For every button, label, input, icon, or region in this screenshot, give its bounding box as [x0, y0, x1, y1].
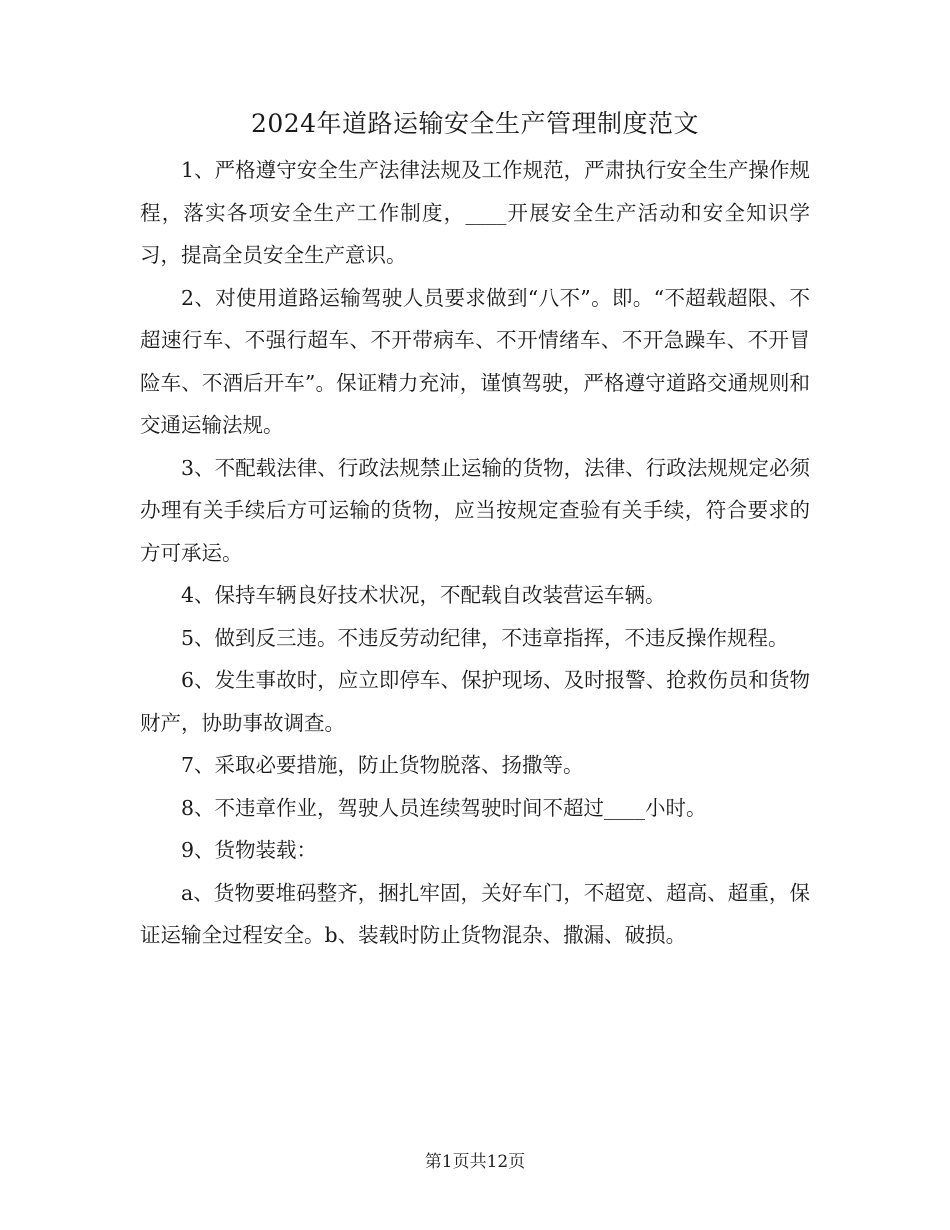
paragraph-3: 3、不配载法律、行政法规禁止运输的货物，法律、行政法规规定必须办理有关手续后方可运输的货物，应当按规定查验有关手续，符合要求的方可承运。 — [140, 455, 810, 565]
paragraph-1: 1、严格遵守安全生产法律法规及工作规范，严肃执行安全生产操作规程，落实各项安全生产工作制度，____开展安全生产活动和安全知识学习，提高全员安全生产意识。 — [140, 158, 810, 267]
paragraph-8: 8、不违章作业，驾驶人员连续驾驶时间不超过____小时。 — [181, 795, 707, 820]
paragraph-2: 2、对使用道路运输驾驶人员要求做到“八不”。即。“不超载超限、不超速行车、不强行超车、不开带病车、不开情绪车、不开急躁车、不开冒险车、不酒后开车”。保证精力充沛，谨慎驾驶，严格遵守道路交通规则和交通运输法规。 — [140, 285, 810, 437]
document-title: 2024年道路运输安全生产管理制度范文 — [250, 109, 700, 138]
paragraph-5: 5、做到反三违。不违反劳动纪律，不违章指挥，不违反操作规程。 — [181, 625, 789, 650]
page-number: 第1页共12页 — [424, 1152, 526, 1172]
paragraph-7: 7、采取必要措施，防止货物脱落、扬撒等。 — [181, 753, 584, 777]
paragraph-10: a、货物要堆码整齐，捆扎牢固，关好车门，不超宽、超高、超重，保证运输全过程安全。b、装载时防止货物混杂、撒漏、破损。 — [140, 880, 810, 947]
document-body — [140, 149, 810, 957]
paragraph-6: 6、发生事故时，应立即停车、保护现场、及时报警、抢救伤员和货物财产，协助事故调查。 — [140, 668, 810, 735]
paragraph-4: 4、保持车辆良好技术状况，不配载自改装营运车辆。 — [181, 583, 666, 607]
paragraph-9: 9、货物装载： — [181, 838, 318, 862]
